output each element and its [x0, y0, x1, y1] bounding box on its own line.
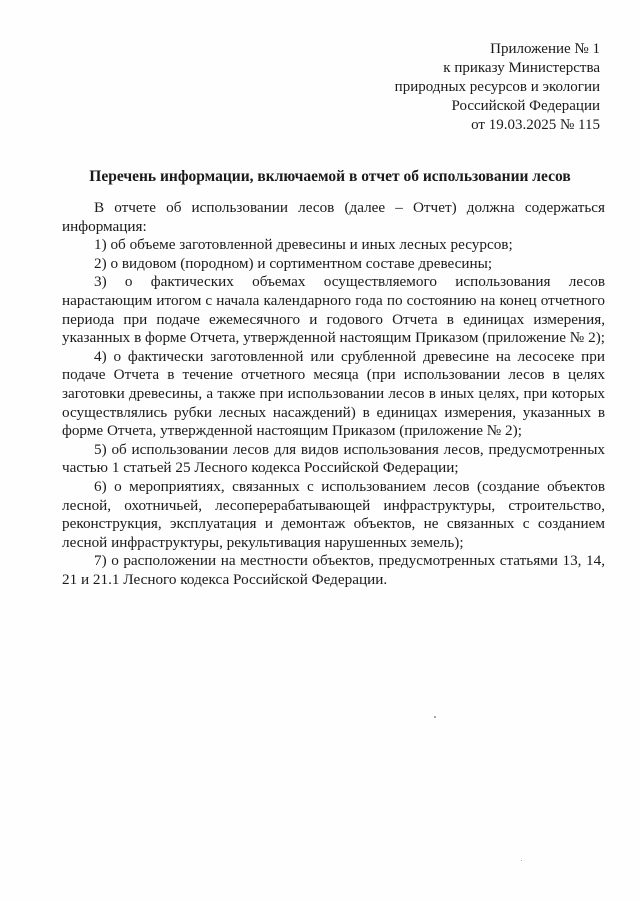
appendix-line-4: Российской Федерации	[451, 98, 600, 114]
paragraph-intro: В отчете об использовании лесов (далее – Отчет) должна содержаться информация:	[62, 199, 605, 235]
paragraph-item-4: 4) о фактически заготовленной или срубленной древесине на лесосеке при подаче Отчета в течение отчетного месяца (при использовании лесов в целях заготовки древесины, а также при использовании лесов в иных целях, при которых осуществлялись рубки лесных насаждений) в единицах измерения, указанных в форме Отчета, утвержденной настоящим Приказом (приложение № 2);	[62, 347, 605, 440]
scan-speck	[521, 860, 522, 861]
document-title: Перечень информации, включаемой в отчет об использовании лесов	[89, 168, 571, 185]
appendix-line-2: к приказу Министерства	[443, 60, 600, 76]
paragraph-item-7: 7) о расположении на местности объектов, предусмотренных статьями 13, 14, 21 и 21.1 Лесного кодекса Российской Федерации.	[62, 552, 605, 588]
appendix-line-1: Приложение № 1	[490, 41, 600, 57]
appendix-header	[340, 40, 600, 135]
appendix-line-3: природных ресурсов и экологии	[394, 79, 600, 95]
paragraph-item-5: 5) об использовании лесов для видов использования лесов, предусмотренных частью 1 статьей 25 Лесного кодекса Российской Федерации;	[62, 440, 605, 477]
paragraph-item-6: 6) о мероприятиях, связанных с использованием лесов (создание объектов лесной, охотничьей, лесоперерабатывающей инфраструктуры, строительство, реконструкция, эксплуатация и демонтаж объектов, не связанных с созданием лесной инфраструктуры, рекультивация нарушенных земель);	[62, 477, 605, 551]
scan-speck	[434, 716, 436, 718]
paragraph-item-3: 3) о фактических объемах осуществляемого использования лесов нарастающим итогом с начала календарного года по состоянию на конец отчетного периода при подаче ежемесячного и годового Отчета в единицах измерения, указанных в форме Отчета, утвержденной настоящим Приказом (приложение № 2);	[62, 273, 605, 347]
document-body	[62, 199, 605, 589]
paragraph-item-1: 1) об объеме заготовленной древесины и иных лесных ресурсов;	[94, 236, 513, 254]
paragraph-item-2: 2) о видовом (породном) и сортиментном составе древесины;	[94, 254, 493, 272]
appendix-line-5: от 19.03.2025 № 115	[471, 117, 600, 133]
